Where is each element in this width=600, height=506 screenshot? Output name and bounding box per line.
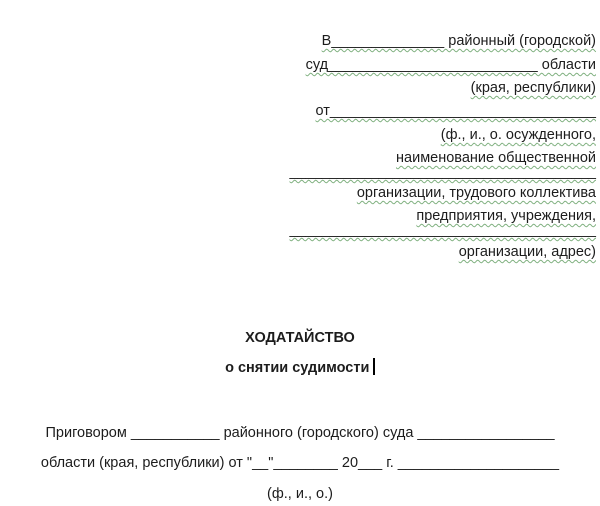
text-cursor (373, 358, 375, 375)
header-region-line: суд__________________________ области (305, 57, 596, 73)
body-name-hint: (ф., и., о.) (267, 486, 333, 502)
body-date-line: области (края, республики) от "__"________ 20___ г. ____________________ (40, 455, 560, 471)
header-address-hint: организации, адрес) (458, 244, 596, 260)
document-subtitle (0, 358, 600, 376)
header-from-line: от_________________________________ (315, 103, 596, 119)
header-court-line: В______________ районный (городской) (321, 33, 596, 49)
header-blank-line-2: ______________________________________ (289, 222, 596, 238)
header-collective-hint: организации, трудового коллектива (356, 185, 596, 201)
header-org-hint: наименование общественной (396, 150, 596, 166)
header-enterprise-hint: предприятия, учреждения, (416, 208, 596, 224)
header-name-hint: (ф., и., о. осужденного, (440, 127, 596, 143)
body-verdict-line: Приговором ___________ районного (городского) суда _________________ (45, 425, 555, 441)
header-blank-line-1: ______________________________________ (289, 164, 596, 180)
document-title: ХОДАТАЙСТВО (245, 330, 355, 346)
header-territory-line: (края, республики) (470, 80, 596, 96)
document-subtitle-text: о снятии судимости (225, 360, 370, 376)
